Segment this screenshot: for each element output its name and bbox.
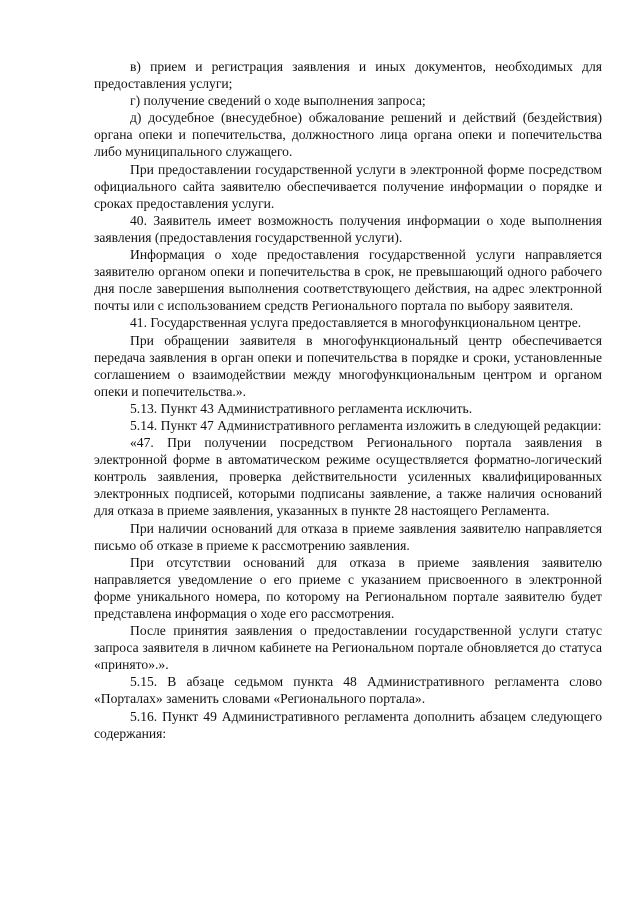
paragraph-status-update: После принятия заявления о предоставлении государственной услуги статус запроса заявителя в личном кабинете на Региональном портале обновляется до статуса «принято».». [94, 623, 602, 673]
paragraph-acceptance-notice: При отсутствии оснований для отказа в приеме заявления заявителю направляется уведомление о его приеме с указанием присвоенного в электронной форме уникального номера, по которому на Региональном портале заявителю будет представлена информация о ходе его рассмотрения. [94, 554, 602, 621]
paragraph-clause-47: «47. При получении посредством Регионального портала заявления в электронной форме в автоматическом режиме осуществляется форматно-логический контроль заявления, проверка действительности усиленных квалифицированных электронных подписей, которыми подписаны заявление, а также наличия оснований для отказа в приеме заявления, указанных в пункте 28 настоящего Регламента. [94, 435, 602, 519]
paragraph-electronic-form: При предоставлении государственной услуги в электронной форме посредством официального сайта заявителю обеспечивается получение информации о порядке и сроках предоставления услуги. [94, 161, 602, 211]
paragraph-clause-40: 40. Заявитель имеет возможность получения информации о ходе выполнения заявления (предоставления государственной услуги). [94, 212, 602, 245]
paragraph-amendment-5-13: 5.13. Пункт 43 Административного регламента исключить. [130, 400, 473, 416]
paragraph-progress-info: Информация о ходе предоставления государственной услуги направляется заявителю органом опеки и попечительства в срок, не превышающий одного рабочего дня после завершения выполнения соответствующего действия, на адрес электронной почты или с использованием средств Регионального портала по выбору заявителя. [94, 247, 602, 314]
paragraph-item-d: д) досудебное (внесудебное) обжалование решений и действий (бездействия) органа опеки и попечительства, должностного лица органа опеки и попечительства либо муниципального служащего. [94, 110, 602, 160]
paragraph-item-g: г) получение сведений о ходе выполнения запроса; [130, 93, 426, 109]
paragraph-amendment-5-16: 5.16. Пункт 49 Административного регламента дополнить абзацем следующего содержания: [94, 708, 602, 741]
paragraph-mfc-transfer: При обращении заявителя в многофункциональный центр обеспечивается передача заявления в орган опеки и попечительства в порядке и сроки, установленные соглашением о взаимодействии между многофункциональным центром и органом опеки и попечительства.». [94, 332, 602, 399]
paragraph-amendment-5-15: 5.15. В абзаце седьмом пункта 48 Административного регламента слово «Порталах» заменить словами «Регионального портала». [94, 674, 602, 707]
paragraph-refusal-letter: При наличии оснований для отказа в приеме заявления заявителю направляется письмо об отказе в приеме к рассмотрению заявления. [94, 520, 602, 553]
paragraph-clause-41: 41. Государственная услуга предоставляется в многофункциональном центре. [130, 315, 582, 331]
paragraph-item-v: в) прием и регистрация заявления и иных документов, необходимых для предоставления услуги; [94, 59, 602, 92]
paragraph-amendment-5-14: 5.14. Пункт 47 Административного регламента изложить в следующей редакции: [130, 417, 602, 433]
